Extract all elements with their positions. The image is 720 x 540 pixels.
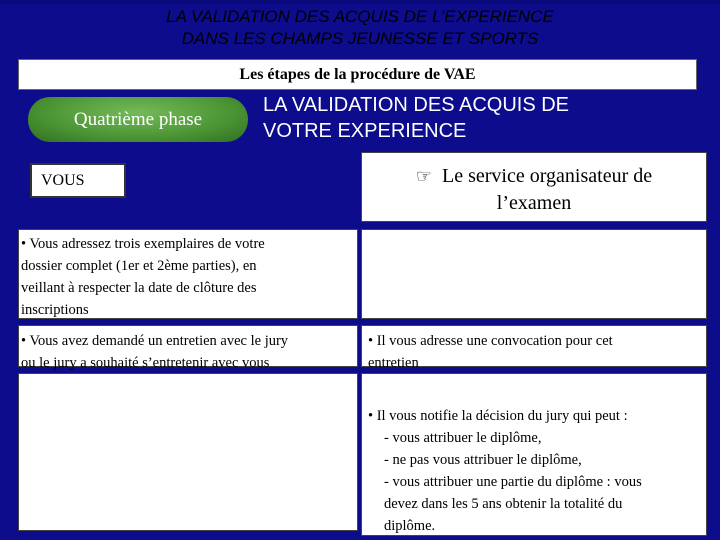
phase-pill: Quatrième phase: [28, 97, 248, 142]
top-edge: [0, 0, 720, 4]
cell-organisateur-decision: [361, 373, 707, 536]
cell-line: ou le jury a souhaité s’entretenir avec vous: [21, 355, 270, 371]
phase-title-line-2: VOTRE EXPERIENCE: [263, 120, 467, 142]
header-line-1: LA VALIDATION DES ACQUIS DE L’EXPERIENCE: [166, 7, 554, 26]
header-line-2: DANS LES CHAMPS JEUNESSE ET SPORTS: [181, 29, 539, 48]
slide-header: [0, 6, 720, 50]
decision-item: - vous attribuer le diplôme,: [384, 430, 542, 446]
decision-item: devez dans les 5 ans obtenir la totalité du: [384, 496, 623, 512]
phase-title: [263, 92, 683, 144]
cell-line: dossier complet (1er et 2ème parties), en: [21, 258, 257, 274]
cell-vous-envoi-dossier: [18, 229, 358, 319]
decision-item: - ne pas vous attribuer le diplôme,: [384, 452, 582, 468]
organisateur-line-2: l’examen: [496, 192, 572, 214]
cell-line: • Vous avez demandé un entretien avec le jury: [21, 333, 289, 349]
pointing-hand-icon: ☞: [415, 166, 433, 187]
phase-title-line-1: LA VALIDATION DES ACQUIS DE: [263, 94, 570, 116]
cell-line: • Il vous adresse une convocation pour cet: [368, 333, 613, 349]
cell-organisateur-empty: [361, 229, 707, 319]
cell-line: inscriptions: [21, 302, 89, 318]
cell-vous-entretien: [18, 325, 358, 371]
decision-item: diplôme.: [384, 518, 436, 534]
organisateur-header: [361, 152, 707, 222]
decision-intro: • Il vous notifie la décision du jury qui peut :: [368, 408, 628, 424]
cell-organisateur-convocation: [361, 325, 707, 371]
decision-item: - vous attribuer une partie du diplôme : vous: [384, 474, 642, 490]
cell-vous-empty: [18, 373, 358, 531]
organisateur-line-1: Le service organisateur de: [442, 165, 653, 187]
vous-label: VOUS: [30, 163, 126, 198]
cell-line: • Vous adressez trois exemplaires de votre: [21, 236, 265, 252]
cell-line: entretien: [368, 355, 419, 371]
procedure-subtitle: Les étapes de la procédure de VAE: [18, 59, 697, 90]
cell-line: veillant à respecter la date de clôture des: [21, 280, 257, 296]
